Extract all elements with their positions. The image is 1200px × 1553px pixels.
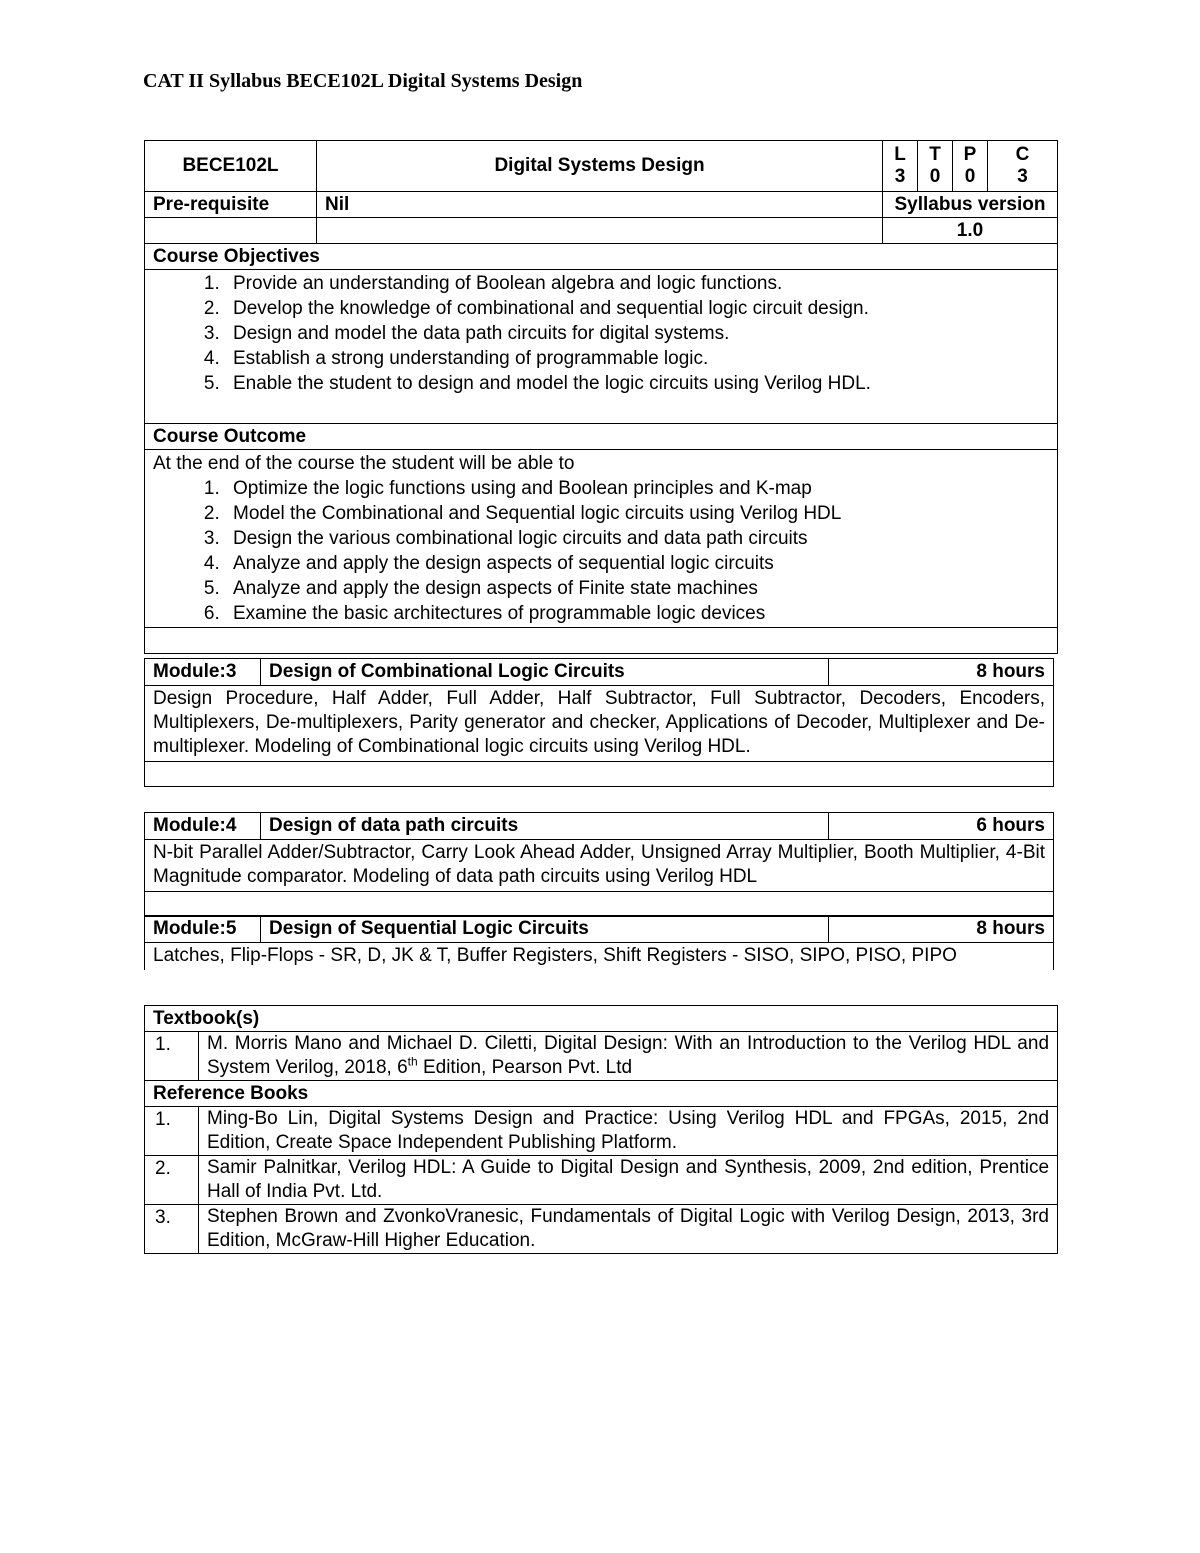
ltpc-label: C [1015, 144, 1030, 165]
ltpc-t [918, 141, 953, 192]
list-item: 2. Develop the knowledge of combinational and sequential logic circuit design. [225, 296, 1049, 321]
ltpc-value: 0 [964, 166, 976, 187]
objectives-list [153, 271, 1049, 396]
objectives-body [145, 270, 1058, 424]
module-label: Module:3 [145, 659, 261, 686]
list-item: 6. Examine the basic architectures of programmable logic devices [225, 601, 1049, 626]
module-content: N-bit Parallel Adder/Subtractor, Carry Look Ahead Adder, Unsigned Array Multiplier, Booth Multiplier, 4-Bit Magnitude comparator. Modeling of data path circuits using Verilog HDL [145, 840, 1054, 892]
module-label: Module:4 [145, 813, 261, 840]
reference-entry: Samir Palnitkar, Verilog HDL: A Guide to Digital Design and Synthesis, 2009, 2nd edition, Prentice Hall of India Pvt. Ltd. [199, 1156, 1058, 1205]
module-hours: 6 hours [829, 813, 1054, 840]
textbooks-heading: Textbook(s) [145, 1006, 1058, 1032]
textbook-entry [199, 1032, 1058, 1081]
empty-cell [145, 762, 1054, 787]
textbook-sup: th [407, 1054, 418, 1069]
empty-cell [145, 218, 317, 244]
module-label: Module:5 [145, 916, 261, 943]
ltpc-value: 3 [1017, 166, 1028, 187]
list-item: 5. Analyze and apply the design aspects of Finite state machines [225, 576, 1049, 601]
objectives-heading: Course Objectives [145, 244, 1058, 270]
list-item: 3. Design and model the data path circuits for digital systems. [225, 321, 1049, 346]
prereq-value: Nil [317, 192, 883, 218]
version-value: 1.0 [883, 218, 1058, 244]
ltpc-value: 0 [929, 166, 941, 187]
module-title: Design of data path circuits [261, 813, 829, 840]
ltpc-c [988, 141, 1058, 192]
list-item: 2. Model the Combinational and Sequential logic circuits using Verilog HDL [225, 501, 1049, 526]
module-4-table [144, 812, 1054, 917]
textbook-text: M. Morris Mano and Michael D. Ciletti, Digital Design: With an Introduction to the Verilog HDL and System Verilog, 2018, 6 [207, 1033, 1050, 1078]
reference-entry: Stephen Brown and ZvonkoVranesic, Fundamentals of Digital Logic with Verilog Design, 2013, 3rd Edition, McGraw-Hill Higher Education. [199, 1205, 1058, 1254]
list-item: 1. Provide an understanding of Boolean algebra and logic functions. [225, 271, 1049, 296]
module-3-table [144, 658, 1054, 787]
ltpc-label: P [963, 144, 977, 165]
outcomes-list [153, 476, 1049, 626]
version-label: Syllabus version [883, 192, 1058, 218]
list-item: 1. Optimize the logic functions using and Boolean principles and K-map [225, 476, 1049, 501]
list-item: 4. Analyze and apply the design aspects of sequential logic circuits [225, 551, 1049, 576]
module-title: Design of Sequential Logic Circuits [261, 916, 829, 943]
reference-num: 3. [145, 1205, 199, 1254]
module-hours: 8 hours [829, 916, 1054, 943]
references-heading: Reference Books [145, 1081, 1058, 1107]
page-title: CAT II Syllabus BECE102L Digital Systems Design [143, 70, 583, 92]
module-title: Design of Combinational Logic Circuits [261, 659, 829, 686]
course-title: Digital Systems Design [317, 141, 883, 192]
empty-cell [145, 628, 1058, 654]
ltpc-value: 3 [894, 166, 906, 187]
empty-cell [145, 892, 1054, 917]
list-item: 5. Enable the student to design and model the logic circuits using Verilog HDL. [225, 371, 1049, 396]
books-table [144, 1005, 1058, 1254]
textbook-num: 1. [145, 1032, 199, 1081]
module-content: Design Procedure, Half Adder, Full Adder, Half Subtractor, Full Subtractor, Decoders, Encoders, Multiplexers, De-multiplexers, Parity generator and checker, Applications of Decoder, Multiplexer and De-multiplexer. Modeling of Combinational logic circuits using Verilog HDL. [145, 686, 1054, 762]
reference-num: 2. [145, 1156, 199, 1205]
module-content: Latches, Flip-Flops - SR, D, JK & T, Buffer Registers, Shift Registers - SISO, SIPO, PISO, PIPO [145, 943, 1054, 971]
list-item: 3. Design the various combinational logic circuits and data path circuits [225, 526, 1049, 551]
ltpc-l [883, 141, 918, 192]
outcomes-intro: At the end of the course the student will be able to [153, 453, 575, 474]
module-5-table [144, 915, 1054, 970]
textbook-text-end: Edition, Pearson Pvt. Ltd [417, 1057, 633, 1078]
reference-entry: Ming-Bo Lin, Digital Systems Design and Practice: Using Verilog HDL and FPGAs, 2015, 2nd Edition, Create Space Independent Publishing Platform. [199, 1107, 1058, 1156]
ltpc-label: T [929, 144, 941, 165]
course-code: BECE102L [145, 141, 317, 192]
prereq-label: Pre-requisite [145, 192, 317, 218]
ltpc-label: L [894, 144, 906, 165]
empty-cell [317, 218, 883, 244]
course-info-table [144, 140, 1058, 654]
list-item: 4. Establish a strong understanding of programmable logic. [225, 346, 1049, 371]
module-hours: 8 hours [829, 659, 1054, 686]
reference-num: 1. [145, 1107, 199, 1156]
outcomes-body [145, 450, 1058, 628]
outcomes-heading: Course Outcome [145, 424, 1058, 450]
ltpc-p [953, 141, 988, 192]
